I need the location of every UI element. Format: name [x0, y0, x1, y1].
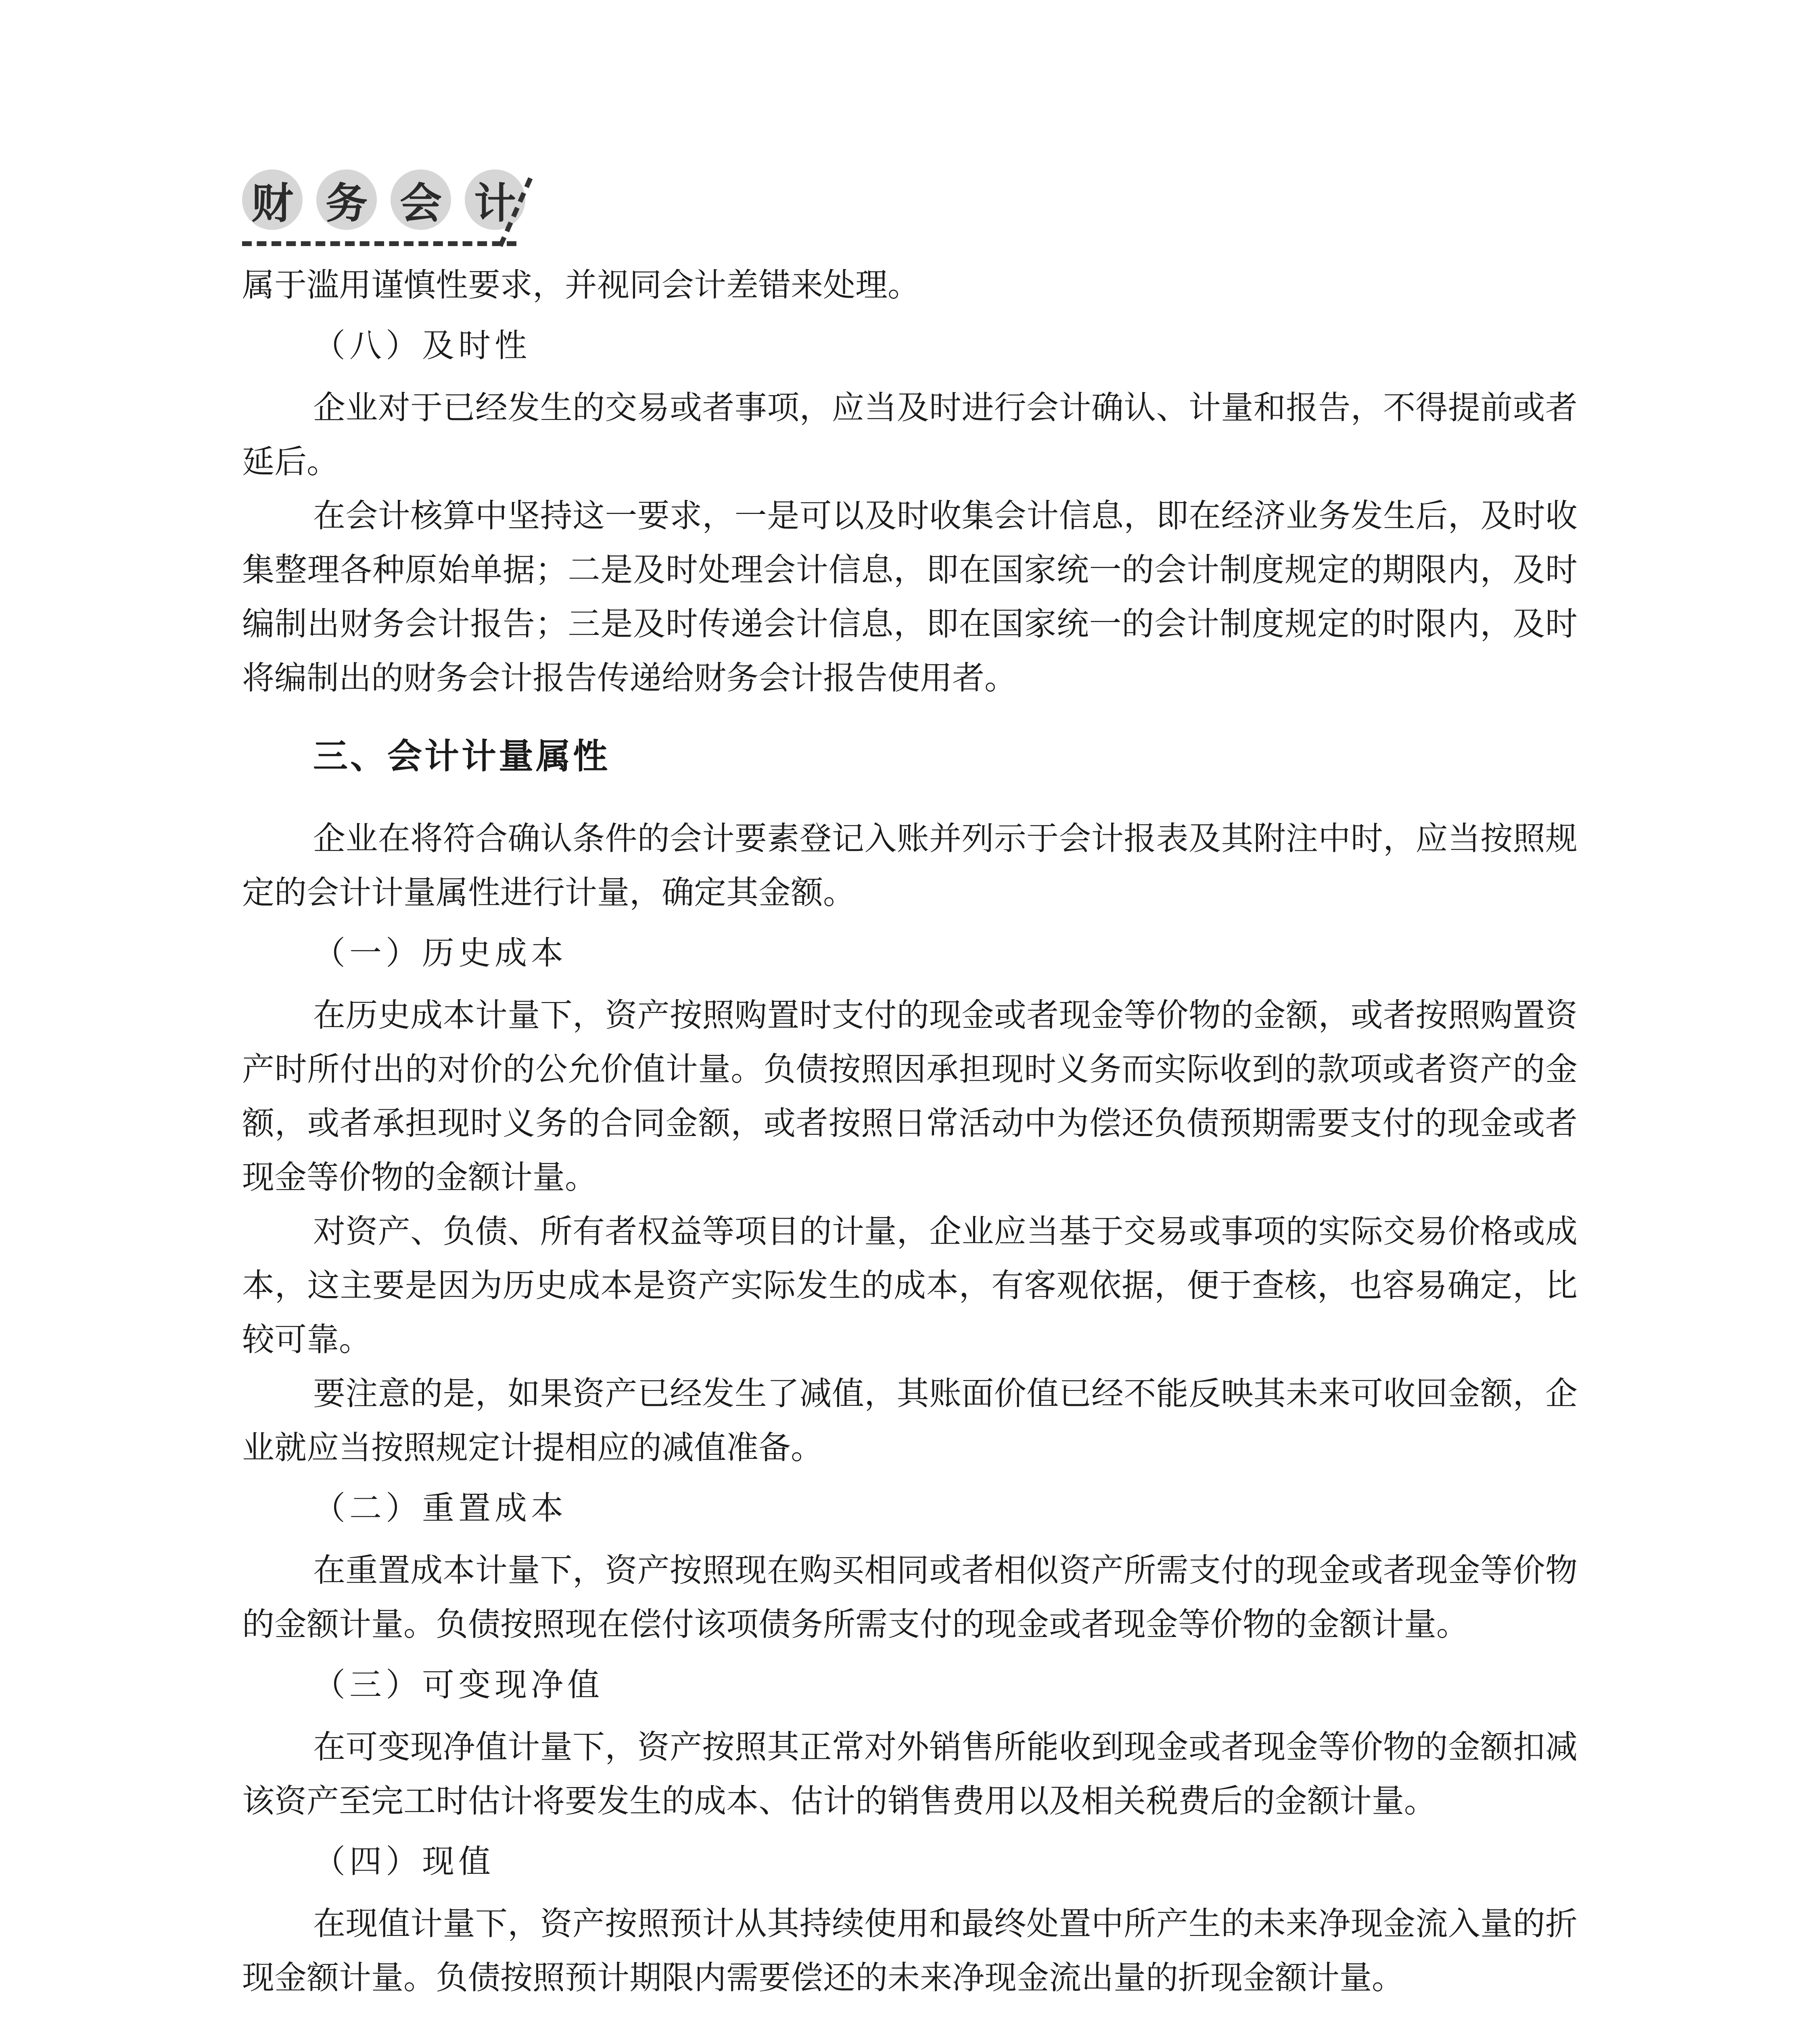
- paragraph: 在现值计量下，资产按照预计从其持续使用和最终处置中所产生的未来净现金流入量的折现金额计量。负债按照预计期限内需要偿还的未来净现金流出量的折现金额计量。: [242, 1905, 1578, 1996]
- header-dashed-rule: [242, 241, 516, 246]
- paragraph: 对资产、负债、所有者权益等项目的计量，企业应当基于交易或事项的实际交易价格或成本，这主要是因为历史成本是资产实际发生的成本，有客观依据，便于查核，也容易确定，比较可靠。: [242, 1213, 1578, 1358]
- paragraph: 企业对于已经发生的交易或者事项，应当及时进行会计确认、计量和报告，不得提前或者延后。: [242, 389, 1578, 480]
- subheading-fair-value: [242, 2011, 1578, 2017]
- paragraph: 在重置成本计量下，资产按照现在购买相同或者相似资产所需支付的现金或者现金等价物的金额计量。负债按照现在偿付该项债务所需支付的现金或者现金等价物的金额计量。: [242, 1551, 1578, 1643]
- paragraph: 企业在将符合确认条件的会计要素登记入账并列示于会计报表及其附注中时，应当按照规定的会计计量属性进行计量，确定其金额。: [242, 820, 1578, 911]
- page-content: [242, 258, 1578, 2017]
- header-char: 计: [465, 169, 525, 230]
- subheading-timeliness: （八）及时性: [313, 327, 531, 364]
- subheading-present-value: （四）现值: [313, 1843, 495, 1880]
- header-char: 务: [316, 169, 377, 230]
- running-header: [242, 169, 549, 258]
- header-slash-decoration: [492, 169, 541, 250]
- subheading-net-realizable-value: （三）可变现净值: [313, 1666, 604, 1704]
- paragraph: 要注意的是，如果资产已经发生了减值，其账面价值已经不能反映其未来可收回金额，企业就应当按照规定计提相应的减值准备。: [242, 1375, 1578, 1466]
- paragraph: 在会计核算中坚持这一要求，一是可以及时收集会计信息，即在经济业务发生后，及时收集整理各种原始单据；二是及时处理会计信息，即在国家统一的会计制度规定的期限内，及时编制出财务会计报告；三是及时传递会计信息，即在国家统一的会计制度规定的时限内，及时将编制出的财务会计报告传递给财务会计报告使用者。: [242, 497, 1578, 697]
- paragraph: 在可变现净值计量下，资产按照其正常对外销售所能收到现金或者现金等价物的金额扣减该资产至完工时估计将要发生的成本、估计的销售费用以及相关税费后的金额计量。: [242, 1728, 1578, 1820]
- subheading-historical-cost: （一）历史成本: [313, 934, 567, 972]
- subheading-replacement-cost: （二）重置成本: [313, 1489, 567, 1527]
- paragraph: 属于滥用谨慎性要求，并视同会计差错来处理。: [242, 266, 920, 304]
- header-char: 财: [242, 169, 303, 230]
- section-heading: 三、会计计量属性: [313, 736, 610, 777]
- paragraph: 在历史成本计量下，资产按照购置时支付的现金或者现金等价物的金额，或者按照购置资产时所付出的对价的公允价值计量。负债按照因承担现时义务而实际收到的款项或者资产的金额，或者承担现时义务的合同金额，或者按照日常活动中为偿还负债预期需要支付的现金或者现金等价物的金额计量。: [242, 996, 1578, 1196]
- header-char: 会: [391, 169, 451, 230]
- header-title: [242, 169, 525, 230]
